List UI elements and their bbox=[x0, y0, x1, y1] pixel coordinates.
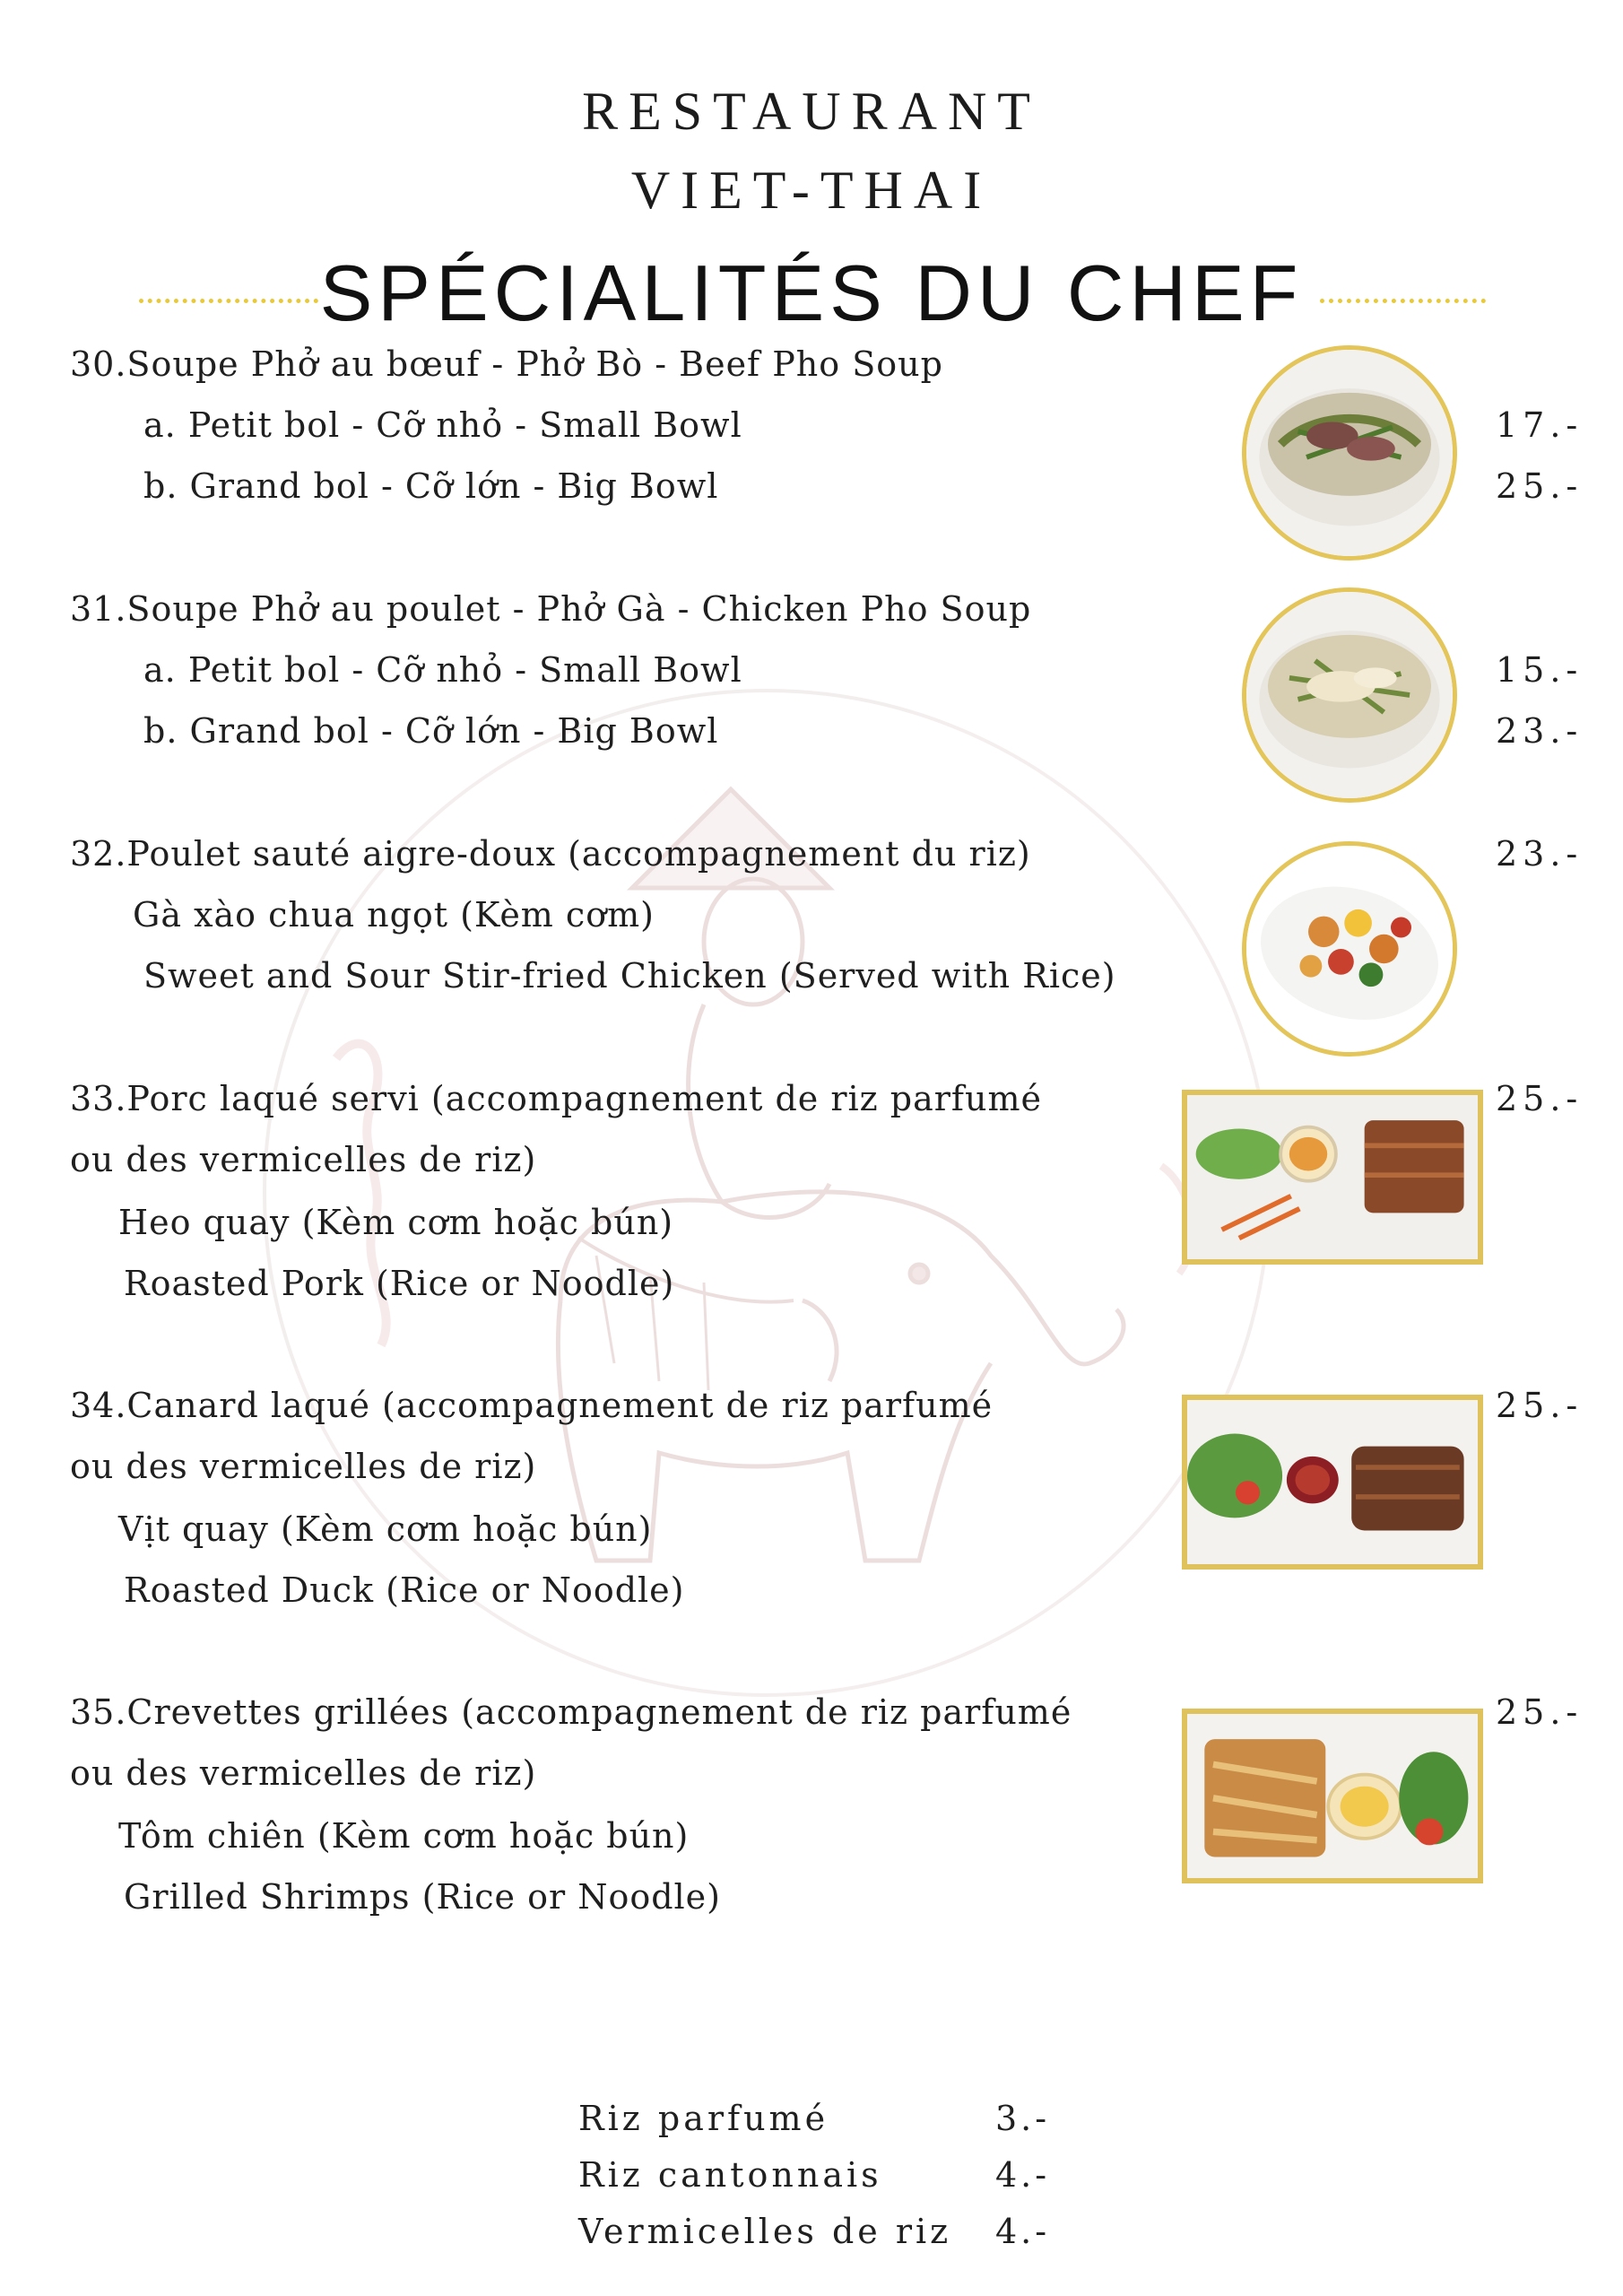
beef-pho-photo bbox=[1242, 345, 1457, 561]
item-name-english: Roasted Pork (Rice or Noodle) bbox=[124, 1264, 675, 1303]
item-name-vietnamese: Tôm chiên (Kèm cơm hoặc bún) bbox=[118, 1816, 690, 1856]
side-price: 4.- bbox=[995, 2212, 1051, 2251]
item-option-small-price: 17.- bbox=[1496, 405, 1584, 445]
sweet-sour-chicken-photo bbox=[1242, 841, 1457, 1057]
roasted-duck-photo bbox=[1182, 1395, 1483, 1570]
side-label: Riz cantonnais bbox=[578, 2155, 882, 2195]
item-option-big: b. Grand bol - Cỡ lớn - Big Bowl bbox=[143, 711, 719, 751]
item-title: 31.Soupe Phở au poulet - Phở Gà - Chicken Pho Soup bbox=[70, 589, 1032, 629]
item-price: 25.- bbox=[1496, 1692, 1584, 1732]
item-option-small-price: 15.- bbox=[1496, 650, 1584, 690]
item-name-vietnamese: Heo quay (Kèm cơm hoặc bún) bbox=[118, 1203, 674, 1242]
item-price: 23.- bbox=[1496, 834, 1584, 874]
item-option-small: a. Petit bol - Cỡ nhỏ - Small Bowl bbox=[143, 405, 742, 445]
item-option-small: a. Petit bol - Cỡ nhỏ - Small Bowl bbox=[143, 650, 742, 690]
item-title: 33.Porc laqué servi (accompagnement de riz parfumé bbox=[70, 1079, 1042, 1118]
item-title: 35.Crevettes grillées (accompagnement de riz parfumé bbox=[70, 1692, 1072, 1732]
item-name-vietnamese: Gà xào chua ngọt (Kèm cơm) bbox=[133, 895, 655, 935]
restaurant-name-line1: RESTAURANT bbox=[582, 82, 1041, 141]
item-title: 30.Soupe Phở au bœuf - Phở Bò - Beef Pho Soup bbox=[70, 344, 943, 384]
item-option-big: b. Grand bol - Cỡ lớn - Big Bowl bbox=[143, 466, 719, 506]
side-label: Vermicelles de riz bbox=[578, 2212, 952, 2251]
section-title: SPÉCIALITÉS DU CHEF bbox=[319, 248, 1304, 337]
item-title-continued: ou des vermicelles de riz) bbox=[70, 1447, 537, 1486]
restaurant-name-line2: VIET-THAI bbox=[630, 161, 993, 220]
item-title-continued: ou des vermicelles de riz) bbox=[70, 1140, 537, 1179]
roasted-pork-photo bbox=[1182, 1090, 1483, 1265]
side-label: Riz parfumé bbox=[578, 2099, 829, 2138]
item-title: 34.Canard laqué (accompagnement de riz parfumé bbox=[70, 1386, 994, 1425]
item-name-english: Grilled Shrimps (Rice or Noodle) bbox=[124, 1877, 721, 1917]
side-price: 3.- bbox=[995, 2099, 1051, 2138]
item-name-english: Sweet and Sour Stir-fried Chicken (Served with Rice) bbox=[143, 956, 1116, 996]
item-title-continued: ou des vermicelles de riz) bbox=[70, 1753, 537, 1793]
item-option-big-price: 25.- bbox=[1496, 466, 1584, 506]
grilled-shrimp-photo bbox=[1182, 1709, 1483, 1883]
side-price: 4.- bbox=[995, 2155, 1051, 2195]
item-price: 25.- bbox=[1496, 1079, 1584, 1118]
item-title: 32.Poulet sauté aigre-doux (accompagnement du riz) bbox=[70, 834, 1031, 874]
item-price: 25.- bbox=[1496, 1386, 1584, 1425]
item-name-vietnamese: Vịt quay (Kèm cơm hoặc bún) bbox=[118, 1509, 653, 1549]
chicken-pho-photo bbox=[1242, 587, 1457, 803]
item-name-english: Roasted Duck (Rice or Noodle) bbox=[124, 1570, 685, 1610]
item-option-big-price: 23.- bbox=[1496, 711, 1584, 751]
